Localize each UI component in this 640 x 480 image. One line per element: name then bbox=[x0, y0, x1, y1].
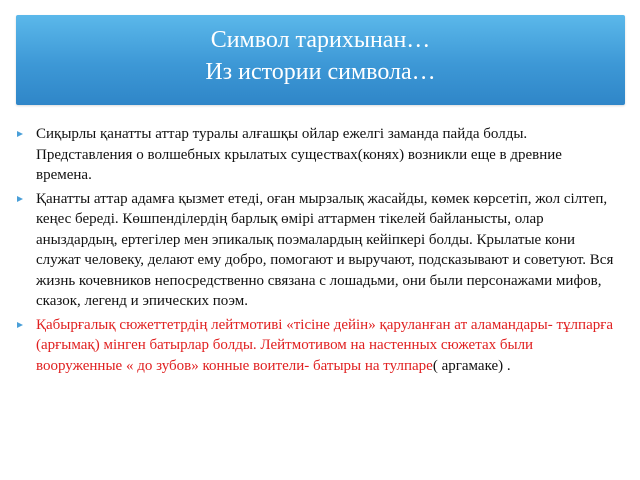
content-body bbox=[14, 124, 614, 379]
bullet-arrow-icon bbox=[17, 131, 23, 137]
title-bar bbox=[16, 15, 625, 105]
bullet-text: Қанатты аттар адамға қызмет етеді, оған мырзалық жасайды, көмек көрсетіп, жол сілтеп, кеңес береді. Көшпенділердің барлық өмірі аттармен тікелей байланысты, олар аныздардың, ертегілер мен эпикалық поэмалардың кейіпкері болды. Крылатые кони служат человеку, делают ему добро, помогают и выручают, подсказывают и советуют. Вся жизнь кочевников непосредственно связана с лошадьми, они были персонажами мифов, сказок, легенд и эпических поэм. bbox=[36, 190, 614, 309]
title-kazakh: Символ тарихынан… bbox=[210, 27, 431, 53]
list-item bbox=[14, 124, 614, 186]
bullet-text: Сиқырлы қанатты аттар туралы алғашқы ойлар ежелгі заманда пайда болды. Представления о волшебных крылатых существах(конях) возникли еще в древние времена. bbox=[36, 126, 562, 183]
bullet-text-suffix: ( аргамаке) . bbox=[432, 357, 511, 374]
title-russian: Из истории символа… bbox=[205, 59, 436, 85]
list-item bbox=[14, 315, 614, 377]
bullet-arrow-icon bbox=[17, 322, 23, 328]
list-item bbox=[14, 189, 614, 312]
bullet-arrow-icon bbox=[17, 196, 23, 202]
bullet-text-highlighted: Қабырғалық сюжеттетрдің лейтмотиві «тісіне дейін» қаруланған ат аламандары- тұлпарға (арғымақ) мінген батырлар болды. Лейтмотивом на настенных сюжетах были вооруженные « до зубов» конные воители- батыры на тулпаре bbox=[36, 316, 614, 374]
